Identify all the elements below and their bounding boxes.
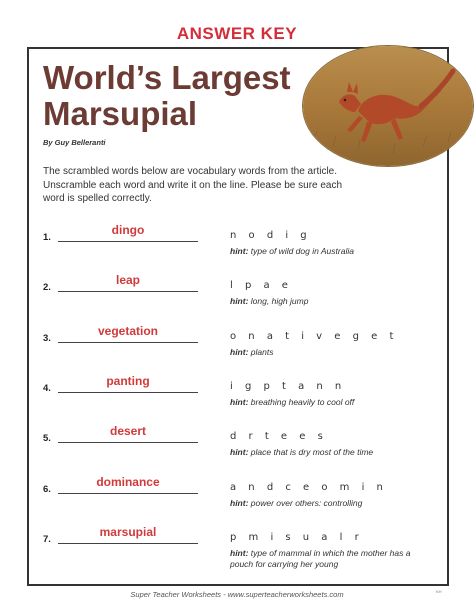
question-row xyxy=(43,475,433,521)
question-number: 3. xyxy=(43,333,51,344)
hint-label: hint: xyxy=(230,246,249,256)
answer-line xyxy=(58,442,198,443)
hint-text: long, high jump xyxy=(250,296,309,306)
hint-label: hint: xyxy=(230,447,249,457)
scrambled-word: d r t e e s xyxy=(230,431,328,442)
question-row xyxy=(43,525,433,571)
answer-text: desert xyxy=(109,424,147,438)
hint-label: hint: xyxy=(230,498,249,508)
title-line-1: World’s Largest xyxy=(43,59,291,96)
hint-label: hint: xyxy=(230,397,249,407)
hint-text: type of mammal in which the mother has a pouch for carrying her young xyxy=(230,548,411,569)
scrambled-word: n o d i g xyxy=(230,230,312,241)
answer-line xyxy=(58,291,198,292)
hint xyxy=(230,246,435,257)
answer-line xyxy=(58,392,198,393)
page-title xyxy=(43,60,313,132)
question-number: 6. xyxy=(43,484,51,495)
answer-text: marsupial xyxy=(99,525,157,539)
answer-key-heading: ANSWER KEY xyxy=(176,24,298,43)
answer-text: dingo xyxy=(111,223,145,237)
answer-text: leap xyxy=(115,273,140,287)
hint-label: hint: xyxy=(230,548,249,558)
hint xyxy=(230,296,435,307)
hint-text: plants xyxy=(250,347,274,357)
question-row xyxy=(43,223,433,269)
hint-text: place that is dry most of the time xyxy=(250,447,374,457)
answer-line xyxy=(58,543,198,544)
question-row xyxy=(43,324,433,370)
hint-label: hint: xyxy=(230,296,249,306)
hint-text: power over others: controlling xyxy=(250,498,363,508)
question-number: 2. xyxy=(43,282,51,293)
hint xyxy=(230,498,435,509)
answer-text: panting xyxy=(106,374,150,388)
kangaroo-photo xyxy=(302,45,474,167)
scrambled-word: p m i s u a l r xyxy=(230,532,364,543)
question-number: 5. xyxy=(43,433,51,444)
question-row xyxy=(43,273,433,319)
question-number: 1. xyxy=(43,232,51,243)
footer: Super Teacher Worksheets - www.superteacherworksheets.com xyxy=(130,590,344,599)
hint xyxy=(230,347,435,358)
scrambled-word: l p a e xyxy=(230,280,293,291)
answer-text: dominance xyxy=(96,475,160,489)
scrambled-word: a n d c e o m i n xyxy=(230,482,388,493)
answer-text: vegetation xyxy=(97,324,158,338)
hint xyxy=(230,447,435,458)
question-number: 4. xyxy=(43,383,51,394)
title-line-2: Marsupial xyxy=(43,95,198,132)
question-row xyxy=(43,374,433,420)
hint xyxy=(230,548,435,570)
hint-text: type of wild dog in Australia xyxy=(250,246,354,256)
worksheet-code: KH xyxy=(436,589,442,594)
scrambled-word: i g p t a n n xyxy=(230,381,346,392)
instructions: The scrambled words below are vocabulary words from the article. Unscramble each word and write it on the line. Please be sure each word is spelled correctly. xyxy=(43,166,343,204)
answer-line xyxy=(58,493,198,494)
answer-line xyxy=(58,241,198,242)
hint xyxy=(230,397,435,408)
question-row xyxy=(43,424,433,470)
scrambled-word: o n a t i v e g e t xyxy=(230,331,398,342)
answer-line xyxy=(58,342,198,343)
hint-text: breathing heavily to cool off xyxy=(250,397,355,407)
question-number: 7. xyxy=(43,534,51,545)
hint-label: hint: xyxy=(230,347,249,357)
byline: By Guy Belleranti xyxy=(43,138,106,147)
